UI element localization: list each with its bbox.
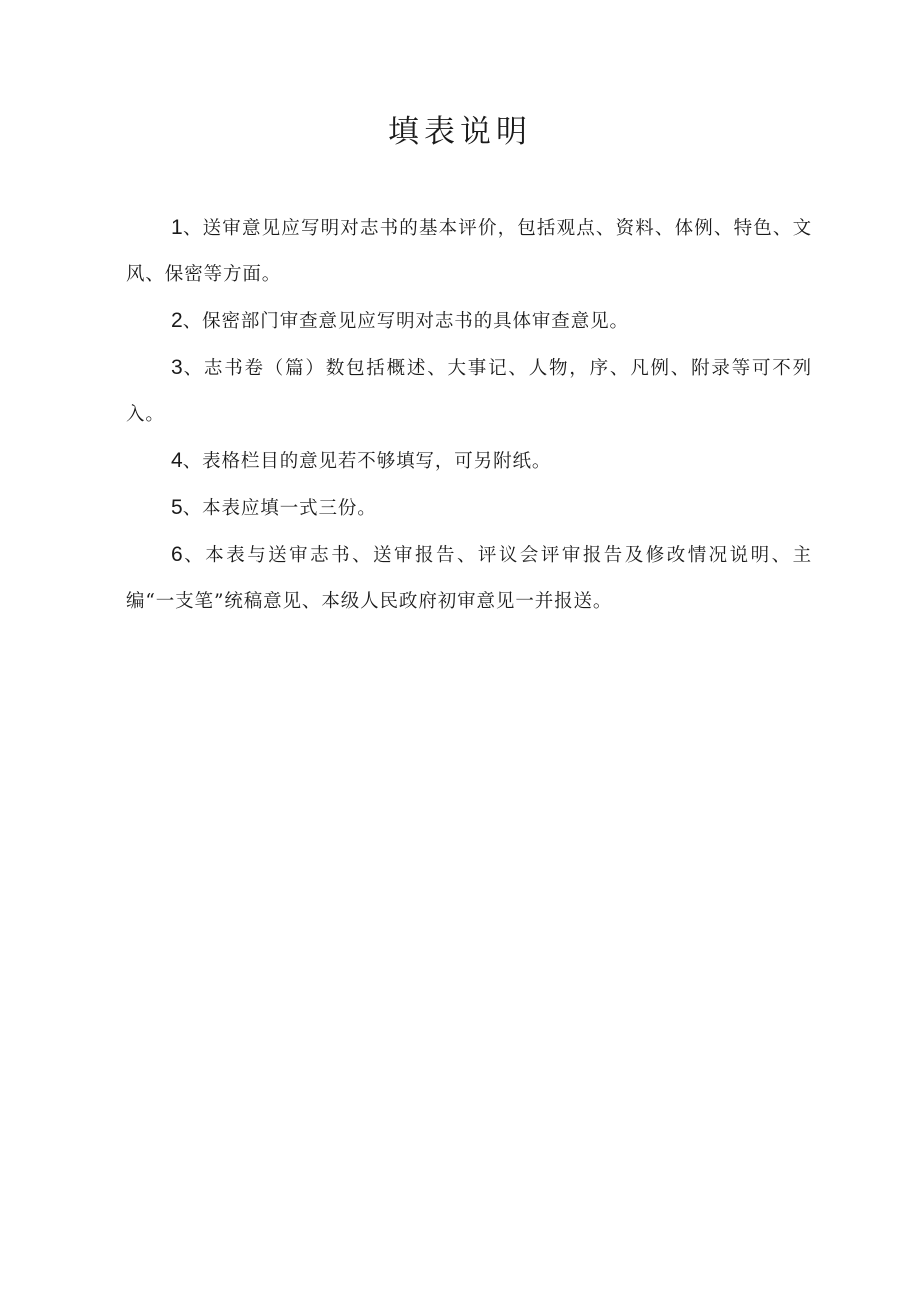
instruction-text: 、送审意见应写明对志书的基本评价，包括观点、资料、体例、特色、文风、保密等方面。 — [126, 218, 812, 285]
instruction-number: 3 — [171, 356, 183, 379]
instruction-text: 、志书卷（篇）数包括概述、大事记、人物，序、凡例、附录等可不列入。 — [126, 358, 812, 425]
instruction-number: 6 — [171, 543, 183, 566]
instruction-number: 2 — [171, 309, 183, 332]
instruction-number: 5 — [171, 496, 183, 519]
instruction-text: 、保密部门审查意见应写明对志书的具体审查意见。 — [182, 311, 629, 332]
instructions-list — [126, 205, 812, 625]
instruction-item-4 — [126, 438, 812, 485]
instruction-text: 、本表与送审志书、送审报告、评议会评审报告及修改情况说明、主编“一支笔”统稿意见、本级人民政府初审意见一并报送。 — [126, 545, 812, 612]
instruction-text: 、本表应填一式三份。 — [182, 498, 377, 519]
instruction-item-5 — [126, 485, 812, 532]
instruction-number: 4 — [171, 449, 183, 472]
instruction-item-3 — [126, 345, 812, 438]
instruction-number: 1 — [171, 216, 183, 239]
instruction-item-1 — [126, 205, 812, 298]
page-title: 填表说明 — [388, 114, 532, 150]
instruction-item-2 — [126, 298, 812, 345]
instruction-text: 、表格栏目的意见若不够填写，可另附纸。 — [182, 451, 552, 472]
instruction-item-6 — [126, 532, 812, 625]
